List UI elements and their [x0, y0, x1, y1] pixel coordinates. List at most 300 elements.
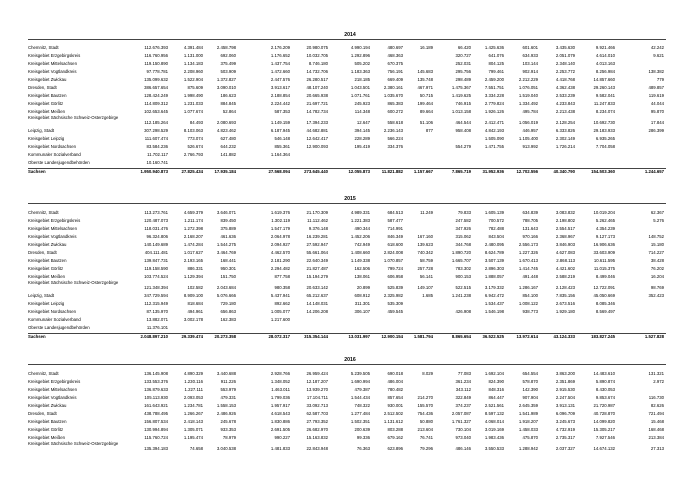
value-cell: 50.715: [419, 93, 433, 98]
value-cell: 119.158.590: [144, 266, 168, 271]
value-cell: 2.447.576: [270, 77, 290, 82]
value-cell: 1.505.090: [484, 136, 504, 141]
value-cell: 16.189: [419, 45, 433, 50]
value-cell: 1.035.670: [383, 93, 403, 98]
value-cell: 1.998.490: [183, 93, 203, 98]
value-cell: 1.983.436: [484, 435, 504, 440]
value-cell: 148.752: [648, 234, 664, 239]
value-cell: 322.849: [455, 395, 471, 400]
value-cell: 6.096.709: [555, 411, 575, 416]
value-cell: 11.015.375: [593, 266, 615, 271]
value-cell: 788.705: [522, 218, 538, 223]
value-cell: 315.354.144: [304, 334, 328, 339]
value-cell: 295.756: [455, 69, 471, 74]
value-cell: 1.043.501: [350, 85, 370, 90]
value-cell: 634.933: [522, 53, 538, 58]
value-cell: 690.018: [387, 371, 403, 376]
value-cell: 10.019.204: [593, 210, 615, 215]
value-cell: 20.273.358: [214, 334, 236, 339]
value-cell: 818.684: [187, 301, 203, 306]
value-cell: 404.111.481: [144, 250, 168, 255]
value-cell: 1.458.033: [518, 427, 538, 432]
value-cell: 38.428: [650, 258, 664, 263]
region-name: Kreisgebiet Leipzig: [28, 136, 65, 141]
value-cell: 480.697: [387, 45, 403, 50]
value-cell: 247.582: [455, 218, 471, 223]
value-cell: 8.569.497: [595, 309, 615, 314]
value-cell: 7.704.058: [595, 144, 615, 149]
value-cell: 714.227: [648, 250, 664, 255]
value-cell: 44.682.881: [306, 128, 328, 133]
value-cell: 8.865.654: [451, 334, 471, 339]
value-cell: 799.724: [387, 266, 403, 271]
value-cell: 168.441: [220, 258, 236, 263]
value-cell: 84.493: [189, 119, 203, 125]
table-row: [28, 151, 668, 159]
value-cell: 5.437.941: [270, 293, 290, 298]
table-row: [28, 127, 668, 135]
value-cell: 6.942.472: [484, 293, 504, 298]
value-cell: 1.522.904: [183, 77, 203, 82]
table-row: [28, 60, 668, 68]
table-row: [28, 135, 668, 143]
value-cell: 865.383: [387, 101, 403, 106]
table-row: [28, 316, 668, 324]
value-cell: 2.645.359: [518, 403, 538, 408]
value-cell: 375.889: [220, 226, 236, 231]
value-cell: 114.348: [354, 109, 370, 114]
value-cell: 65.212.637: [306, 293, 328, 298]
value-cell: 168.468: [648, 427, 664, 432]
section-divider: [28, 364, 666, 365]
value-cell: 14.206.208: [306, 309, 328, 314]
value-cell: 213.604: [417, 427, 433, 432]
value-cell: 692.060: [220, 53, 236, 58]
value-cell: 3.002.178: [183, 317, 203, 322]
value-cell: 140.149.689: [144, 242, 168, 247]
value-cell: 14.674.132: [593, 445, 615, 451]
value-cell: 20.899: [356, 284, 370, 290]
table-row: [28, 273, 668, 281]
value-cell: 1.527.828: [644, 334, 664, 339]
value-cell: 627.480: [220, 136, 236, 141]
value-cell: 2.779.824: [484, 101, 504, 106]
value-cell: 7.865.719: [451, 169, 471, 174]
value-cell: 183.827.245: [591, 334, 615, 339]
table-row: [28, 241, 668, 249]
value-cell: 1.134.183: [183, 61, 203, 66]
value-cell: 12.702.556: [516, 169, 538, 174]
region-name: Dresden, Stadt: [28, 250, 57, 255]
value-cell: 1.799.036: [270, 395, 290, 400]
value-cell: 13.031.997: [348, 334, 370, 339]
region-name: Kreisgebiet Nordsachsen: [28, 144, 77, 149]
value-cell: 138.061: [354, 274, 370, 279]
region-name: Kommunaler Sozialverband: [28, 152, 81, 157]
region-name: Kreisgebiet Vogtlandkreis: [28, 234, 77, 239]
value-cell: 2.043.684: [216, 284, 236, 290]
table-row: [28, 143, 668, 151]
value-cell: 9.376.148: [308, 226, 328, 231]
value-cell: 1.690.994: [350, 379, 370, 384]
value-cell: 156.807.534: [144, 419, 168, 424]
value-cell: 902.914: [522, 69, 538, 74]
region-name: Kreisgebiet Mittelsachsen: [28, 61, 77, 66]
value-cell: 535.309: [387, 301, 403, 306]
value-cell: 3.019.169: [484, 427, 504, 432]
value-cell: 641.076: [488, 53, 504, 58]
value-cell: 14.732.706: [306, 69, 328, 74]
value-cell: 1.217.600: [270, 317, 290, 322]
value-cell: 1.670.413: [518, 258, 538, 263]
region-name: Kreisgebiet Meißen: [28, 109, 66, 114]
value-cell: 3.090.010: [216, 85, 236, 90]
region-name: Kreisgebiet Zwickau: [28, 242, 67, 247]
table-row: [28, 442, 668, 450]
value-cell: 52.864: [222, 109, 236, 114]
value-cell: 892.662: [274, 301, 290, 306]
value-cell: 634.839: [522, 210, 538, 215]
section-divider: [28, 203, 666, 204]
value-cell: 618.600: [387, 242, 403, 247]
value-cell: 2.181.290: [270, 258, 290, 263]
table-row: [28, 281, 668, 289]
value-cell: 2.673.516: [555, 301, 575, 306]
value-cell: 1.157.667: [413, 169, 433, 174]
value-cell: 11.112.462: [307, 218, 328, 223]
value-cell: 1.149.338: [350, 258, 370, 263]
value-cell: 505.202: [354, 61, 370, 66]
value-cell: 2.325.982: [383, 293, 403, 298]
value-cell: 2.766.793: [183, 152, 203, 157]
value-cell: 824.390: [488, 379, 504, 384]
value-cell: 76.363: [356, 445, 370, 451]
value-cell: 121.348.394: [144, 284, 168, 290]
value-cell: 97.778.781: [146, 69, 168, 74]
value-cell: 1.077.674: [183, 109, 203, 114]
value-cell: 2.302.149: [555, 136, 575, 141]
value-cell: 503.909: [220, 69, 236, 74]
value-cell: 907.904: [522, 395, 538, 400]
value-cell: 1.227.326: [518, 250, 538, 255]
total-row: [28, 333, 668, 341]
table-row: [28, 378, 668, 386]
value-cell: 1.017.627: [183, 250, 203, 255]
value-cell: 78.979: [222, 435, 236, 440]
value-cell: 491.448: [522, 274, 538, 279]
region-name: Kreisgebiet Bautzen: [28, 93, 67, 98]
value-cell: 315.062: [455, 234, 471, 239]
value-cell: 495.784: [522, 109, 538, 114]
value-cell: 656.863: [220, 309, 236, 314]
value-cell: 2.168.207: [183, 234, 203, 239]
table-row: [28, 217, 668, 225]
value-cell: 970.166: [522, 234, 538, 239]
value-cell: 375.499: [220, 61, 236, 66]
value-cell: 12.055.873: [348, 169, 370, 174]
value-cell: 489.857: [648, 85, 664, 90]
value-cell: 66.420: [457, 45, 471, 50]
value-cell: 200.639: [354, 427, 370, 432]
value-cell: 3.464.769: [216, 250, 236, 255]
value-cell: 77.083: [457, 371, 471, 376]
value-cell: 1.950.940.873: [140, 169, 168, 174]
value-cell: 1.334.492: [518, 101, 538, 106]
value-cell: 162.506: [354, 266, 370, 271]
value-cell: 27.568.094: [268, 169, 290, 174]
value-cell: 95.870: [650, 109, 664, 114]
value-cell: 848.316: [488, 387, 504, 392]
value-cell: 938.773: [522, 309, 538, 314]
table-row: [28, 394, 668, 402]
value-cell: 16.906.636: [593, 242, 615, 247]
value-cell: 5.890.874: [595, 379, 615, 384]
value-cell: 950.301: [220, 266, 236, 271]
value-cell: 566.224: [387, 136, 403, 141]
value-cell: 22.640.349: [306, 258, 328, 263]
value-cell: 1.463.011: [271, 387, 290, 392]
value-cell: 361.234: [455, 379, 471, 384]
value-cell: 15.468: [650, 419, 664, 424]
value-cell: 14.782.734: [306, 109, 328, 114]
value-cell: 479.387: [354, 387, 370, 392]
value-cell: 40.728.870: [593, 411, 615, 416]
value-cell: 7.551.751: [484, 85, 504, 90]
value-cell: 2.480.095: [484, 242, 504, 247]
value-cell: 2.868.113: [556, 258, 575, 263]
region-name: Kreisgebiet Bautzen: [28, 258, 67, 263]
value-cell: 486.146: [455, 445, 471, 451]
value-cell: 2.972: [653, 379, 664, 384]
value-cell: 1.234.781: [183, 403, 203, 408]
value-cell: 1.890.720: [451, 250, 471, 255]
value-cell: 1.685: [422, 293, 433, 298]
section-divider: [28, 39, 666, 40]
value-cell: 2.080.693: [216, 119, 236, 125]
value-cell: 2.213.438: [555, 109, 575, 114]
value-cell: 21.720.987: [593, 403, 615, 408]
region-name: Kreisgebiet Erzgebirgskreis: [28, 218, 81, 223]
value-cell: 804.125: [488, 61, 504, 66]
value-cell: 286.399: [648, 128, 664, 133]
value-cell: 119.150.890: [144, 61, 168, 66]
value-cell: 4.614.010: [595, 53, 615, 58]
region-name: Leipzig, Stadt: [28, 128, 55, 133]
table-row: [28, 257, 668, 265]
value-cell: 1.471.755: [484, 144, 504, 149]
value-cell: 102.653.645: [144, 109, 168, 114]
value-cell: 26.280.517: [306, 77, 328, 82]
value-cell: 1.419.625: [451, 93, 471, 98]
value-cell: 1.761.327: [451, 419, 471, 424]
value-cell: 1.272.398: [183, 226, 203, 231]
value-cell: 1.481.833: [270, 445, 290, 451]
value-cell: 2.533.239: [555, 93, 575, 98]
value-cell: 877: [425, 128, 433, 133]
value-cell: 2.064.978: [270, 234, 290, 239]
region-name: Chemnitz, Stadt: [28, 45, 59, 50]
region-name: Kreisgebiet Vogtlandkreis: [28, 395, 77, 400]
value-cell: 21.697.721: [306, 101, 328, 106]
region-name: Kreisgebiet Mittelsachsen: [28, 226, 77, 231]
value-cell: 1.305.071: [183, 427, 203, 432]
value-cell: 1.425.636: [484, 45, 504, 50]
region-name: Kreisgebiet Nordsachsen: [28, 309, 77, 314]
value-cell: 1.957.917: [270, 403, 290, 408]
region-name: Dresden, Stadt: [28, 411, 57, 416]
table-row: [28, 68, 668, 76]
region-name: Leipzig, Stadt: [28, 293, 55, 298]
region-name: Chemnitz, Stadt: [28, 210, 59, 215]
value-cell: 102.582: [187, 284, 203, 290]
value-cell: 352.423: [648, 293, 664, 298]
value-cell: 3.913.131: [555, 403, 575, 408]
value-cell: 214.270: [417, 395, 433, 400]
value-cell: 980.358: [274, 284, 290, 290]
value-cell: 857.654: [387, 395, 403, 400]
value-cell: 116.760.956: [144, 53, 168, 58]
value-cell: 14.148.031: [306, 301, 328, 306]
region-name: Kommunaler Sozialverband: [28, 317, 81, 322]
value-cell: 933.353: [220, 427, 236, 432]
table-row: [28, 308, 668, 316]
value-cell: 33.603.909: [593, 250, 615, 255]
value-cell: 1.605.139: [484, 210, 504, 215]
value-cell: 1.056.019: [518, 119, 538, 125]
value-cell: 2.188.854: [270, 93, 290, 98]
value-cell: 1.164.364: [270, 152, 290, 157]
value-cell: 27.592.947: [306, 242, 328, 247]
value-cell: 721.494: [648, 411, 664, 416]
value-cell: 89.664: [419, 109, 433, 114]
value-cell: 51.106: [419, 119, 433, 125]
value-cell: 82.626: [650, 403, 664, 408]
value-cell: 13.882.071: [146, 317, 168, 322]
value-cell: 245.923: [354, 101, 370, 106]
value-cell: 16.204: [650, 274, 664, 279]
value-cell: 20.980.075: [306, 45, 328, 50]
value-cell: 1.546.198: [484, 309, 504, 314]
value-cell: 2.093.053: [183, 395, 203, 400]
value-cell: 307.298.529: [144, 128, 168, 133]
value-cell: 6.935.265: [595, 136, 615, 141]
value-cell: 3.863.200: [555, 371, 575, 376]
value-cell: 426.908: [455, 309, 471, 314]
value-cell: 1.131.000: [183, 53, 203, 58]
value-cell: 8.909.100: [183, 293, 203, 298]
value-cell: 2.418.143: [183, 419, 203, 424]
value-cell: 186.623: [220, 93, 236, 98]
value-cell: 1.519.040: [518, 93, 538, 98]
value-cell: 2.193.165: [183, 258, 203, 263]
value-cell: 320.727: [455, 53, 471, 58]
value-cell: 1.008.122: [518, 301, 538, 306]
value-cell: 1.244.657: [644, 169, 664, 174]
value-cell: 623.896: [387, 445, 403, 451]
table-row: [28, 418, 668, 426]
table-row: [28, 84, 668, 92]
table-row: [28, 233, 668, 241]
value-cell: 56.141: [419, 274, 433, 279]
value-cell: 79.833: [457, 210, 471, 215]
value-cell: 20.665.938: [306, 93, 328, 98]
region-name: Kreisgebiet Erzgebirgskreis: [28, 53, 81, 58]
value-cell: 76.741: [419, 435, 433, 440]
value-cell: 103.144: [522, 61, 538, 66]
value-cell: 15.194.279: [306, 274, 328, 279]
value-cell: 8.430.053: [595, 387, 615, 392]
value-cell: 644.232: [220, 144, 236, 149]
value-cell: 2.351.869: [555, 379, 575, 384]
value-cell: 120.487.073: [144, 218, 168, 223]
value-cell: 115.760.724: [144, 435, 168, 440]
value-cell: 1.692.104: [484, 371, 504, 376]
value-cell: 8.597.132: [484, 411, 504, 416]
value-cell: 2.412.471: [484, 119, 504, 125]
value-cell: 1.619.376: [270, 210, 290, 215]
value-cell: 911.226: [220, 379, 236, 384]
value-cell: 494.961: [187, 309, 203, 314]
value-cell: 1.292.896: [350, 53, 370, 58]
value-cell: 135.099.632: [144, 77, 168, 82]
value-cell: 17.394.233: [306, 119, 328, 125]
value-cell: 33.092.713: [306, 403, 328, 408]
value-cell: 1.830.886: [270, 419, 290, 424]
value-cell: 135.748: [417, 77, 433, 82]
value-cell: 273.645.440: [304, 169, 328, 174]
value-cell: 4.842.193: [484, 128, 504, 133]
value-cell: 14.099.820: [593, 419, 615, 424]
value-cell: 1.452.206: [350, 234, 370, 239]
table-row: [28, 402, 668, 410]
value-cell: 3.646.071: [216, 210, 236, 215]
value-cell: 779: [656, 77, 664, 82]
value-cell: 116.730: [648, 395, 664, 400]
value-cell: 1.544.434: [350, 395, 370, 400]
value-cell: 1.149.159: [270, 119, 290, 125]
value-cell: 4.068.014: [484, 419, 504, 424]
value-cell: 2.253.772: [555, 69, 575, 74]
value-cell: 600.272: [387, 109, 403, 114]
value-cell: 43.124.333: [553, 334, 575, 339]
value-cell: 27.313: [650, 445, 664, 451]
value-cell: 138.382: [648, 69, 664, 74]
value-cell: 522.515: [455, 284, 471, 290]
value-cell: 669.409: [387, 77, 403, 82]
value-cell: 306.107: [354, 309, 370, 314]
value-cell: 111.607.474: [144, 136, 168, 141]
value-cell: 386.657.654: [144, 85, 168, 90]
value-cell: 11.249: [420, 210, 433, 215]
value-cell: 2.521.561: [484, 403, 504, 408]
value-cell: 374.237: [455, 403, 471, 408]
value-cell: 3.334.228: [484, 93, 504, 98]
value-cell: 2.224.442: [270, 101, 290, 106]
value-cell: 459.545: [387, 309, 403, 314]
value-cell: 700.572: [488, 218, 504, 223]
value-cell: 10.692.730: [593, 119, 615, 125]
value-cell: 601.601: [522, 45, 538, 50]
region-name: Sachsen: [28, 169, 46, 174]
value-cell: 195.419: [354, 144, 370, 149]
value-cell: 1.071.761: [350, 93, 370, 98]
value-cell: 490.344: [354, 226, 370, 231]
value-cell: 112.315.949: [144, 301, 168, 306]
value-cell: 76.202: [650, 266, 664, 271]
value-cell: 3.040.538: [216, 445, 236, 451]
table-row: [28, 434, 668, 442]
value-cell: 45.050.669: [593, 293, 615, 298]
